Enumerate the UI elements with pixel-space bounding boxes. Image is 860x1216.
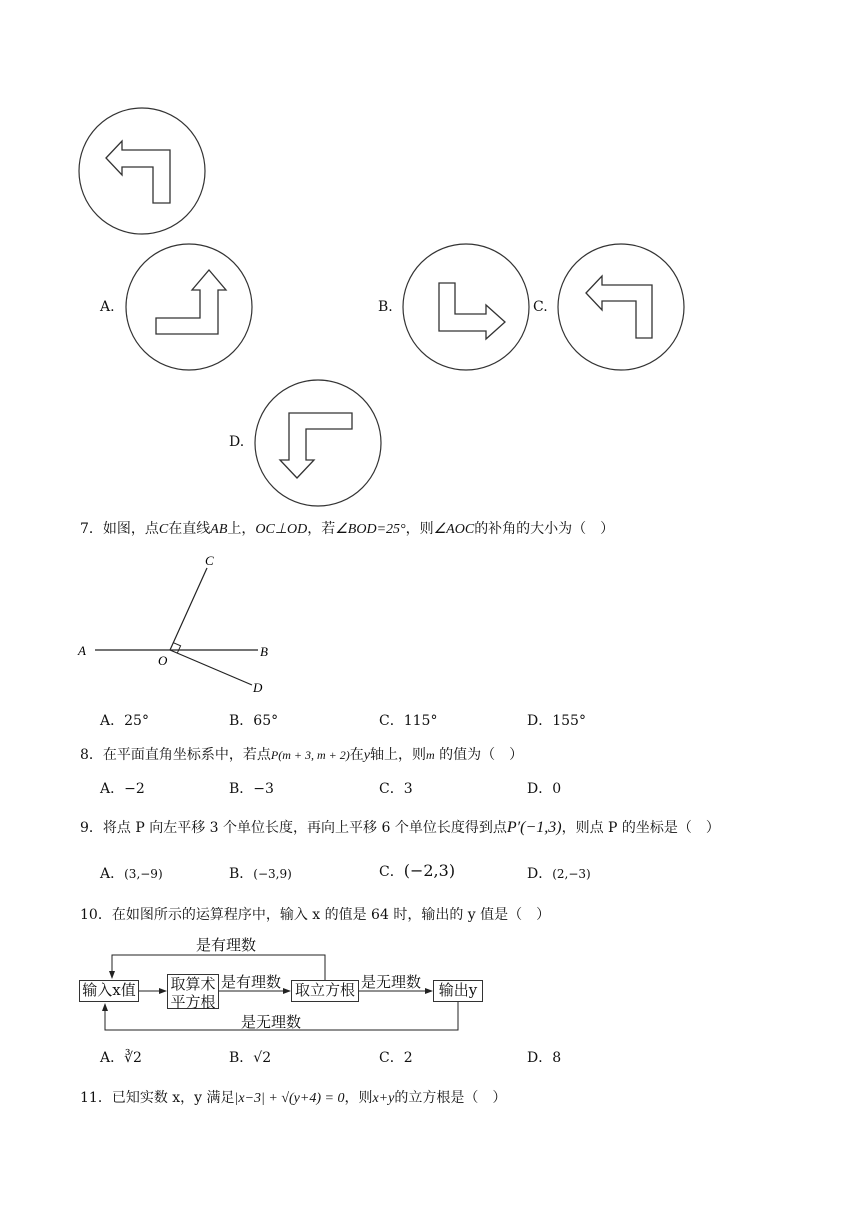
q8-option-d[interactable]: D．0 xyxy=(527,781,562,797)
q7-option-c[interactable]: C．115° xyxy=(379,713,438,729)
flow-top-loop-label: 是有理数 xyxy=(196,936,257,954)
q9-option-d[interactable]: D．(2,−3) xyxy=(527,866,591,882)
q7-label-d: D xyxy=(253,680,263,695)
q9-stem: 9．将点 P 向左平移 3 个单位长度，再向上平移 6 个单位长度得到点P′(−1,3)，则点 P 的坐标是（ ） xyxy=(80,819,720,836)
flow-output-box: 输出y xyxy=(433,980,483,1002)
q8-option-a[interactable]: A．−2 xyxy=(100,781,145,797)
q8-stem: 8．在平面直角坐标系中，若点P(m + 3, m + 2)在y轴上，则m 的值为（ ） xyxy=(80,747,524,763)
q7-label-c: C xyxy=(205,553,214,568)
q8-option-b[interactable]: B．−3 xyxy=(229,781,274,797)
q6-option-a-label: A. xyxy=(100,299,115,315)
q7-label-b: B xyxy=(260,644,268,659)
flow-bottom-loop-label: 是无理数 xyxy=(241,1013,302,1031)
q7-stem: 7．如图，点C在直线AB上，OC⊥OD，若∠BOD=25°，则∠AOC的补角的大小为（ ） xyxy=(80,521,615,537)
flow-cube-root-box: 取立方根 xyxy=(291,980,359,1002)
q9-option-c[interactable]: C．(−2,3) xyxy=(379,861,456,880)
q10-option-a[interactable]: A．∛2 xyxy=(100,1050,142,1066)
q7-option-a[interactable]: A．25° xyxy=(100,713,149,729)
q7-label-o: O xyxy=(158,653,168,668)
flow-input-box: 输入x值 xyxy=(79,980,139,1002)
q10-option-d[interactable]: D．8 xyxy=(527,1050,562,1066)
q10-option-b[interactable]: B．√2 xyxy=(229,1050,272,1066)
q7-option-b[interactable]: B．65° xyxy=(229,713,279,729)
flow-arrow2-label: 是无理数 xyxy=(361,973,422,991)
q10-option-c[interactable]: C．2 xyxy=(379,1050,413,1066)
q6-option-b-label: B. xyxy=(378,299,393,315)
q9-option-a[interactable]: A．(3,−9) xyxy=(100,866,163,882)
q11-stem: 11．已知实数 x，y 满足|x−3| + √(y+4) = 0，则x+y的立方根是（ ） xyxy=(80,1090,507,1106)
q9-option-b[interactable]: B．(−3,9) xyxy=(229,866,292,882)
q7-option-d[interactable]: D．155° xyxy=(527,713,586,729)
flow-sqrt-box: 取算术 平方根 xyxy=(167,974,219,1009)
q8-option-c[interactable]: C．3 xyxy=(379,781,413,797)
flow-arrow1-label: 是有理数 xyxy=(221,973,282,991)
q7-label-a: A xyxy=(78,643,86,658)
q6-option-d-label: D. xyxy=(229,434,245,450)
q6-option-c-label: C. xyxy=(533,299,548,315)
q10-stem: 10．在如图所示的运算程序中，输入 x 的值是 64 时，输出的 y 值是（ ） xyxy=(80,907,551,923)
